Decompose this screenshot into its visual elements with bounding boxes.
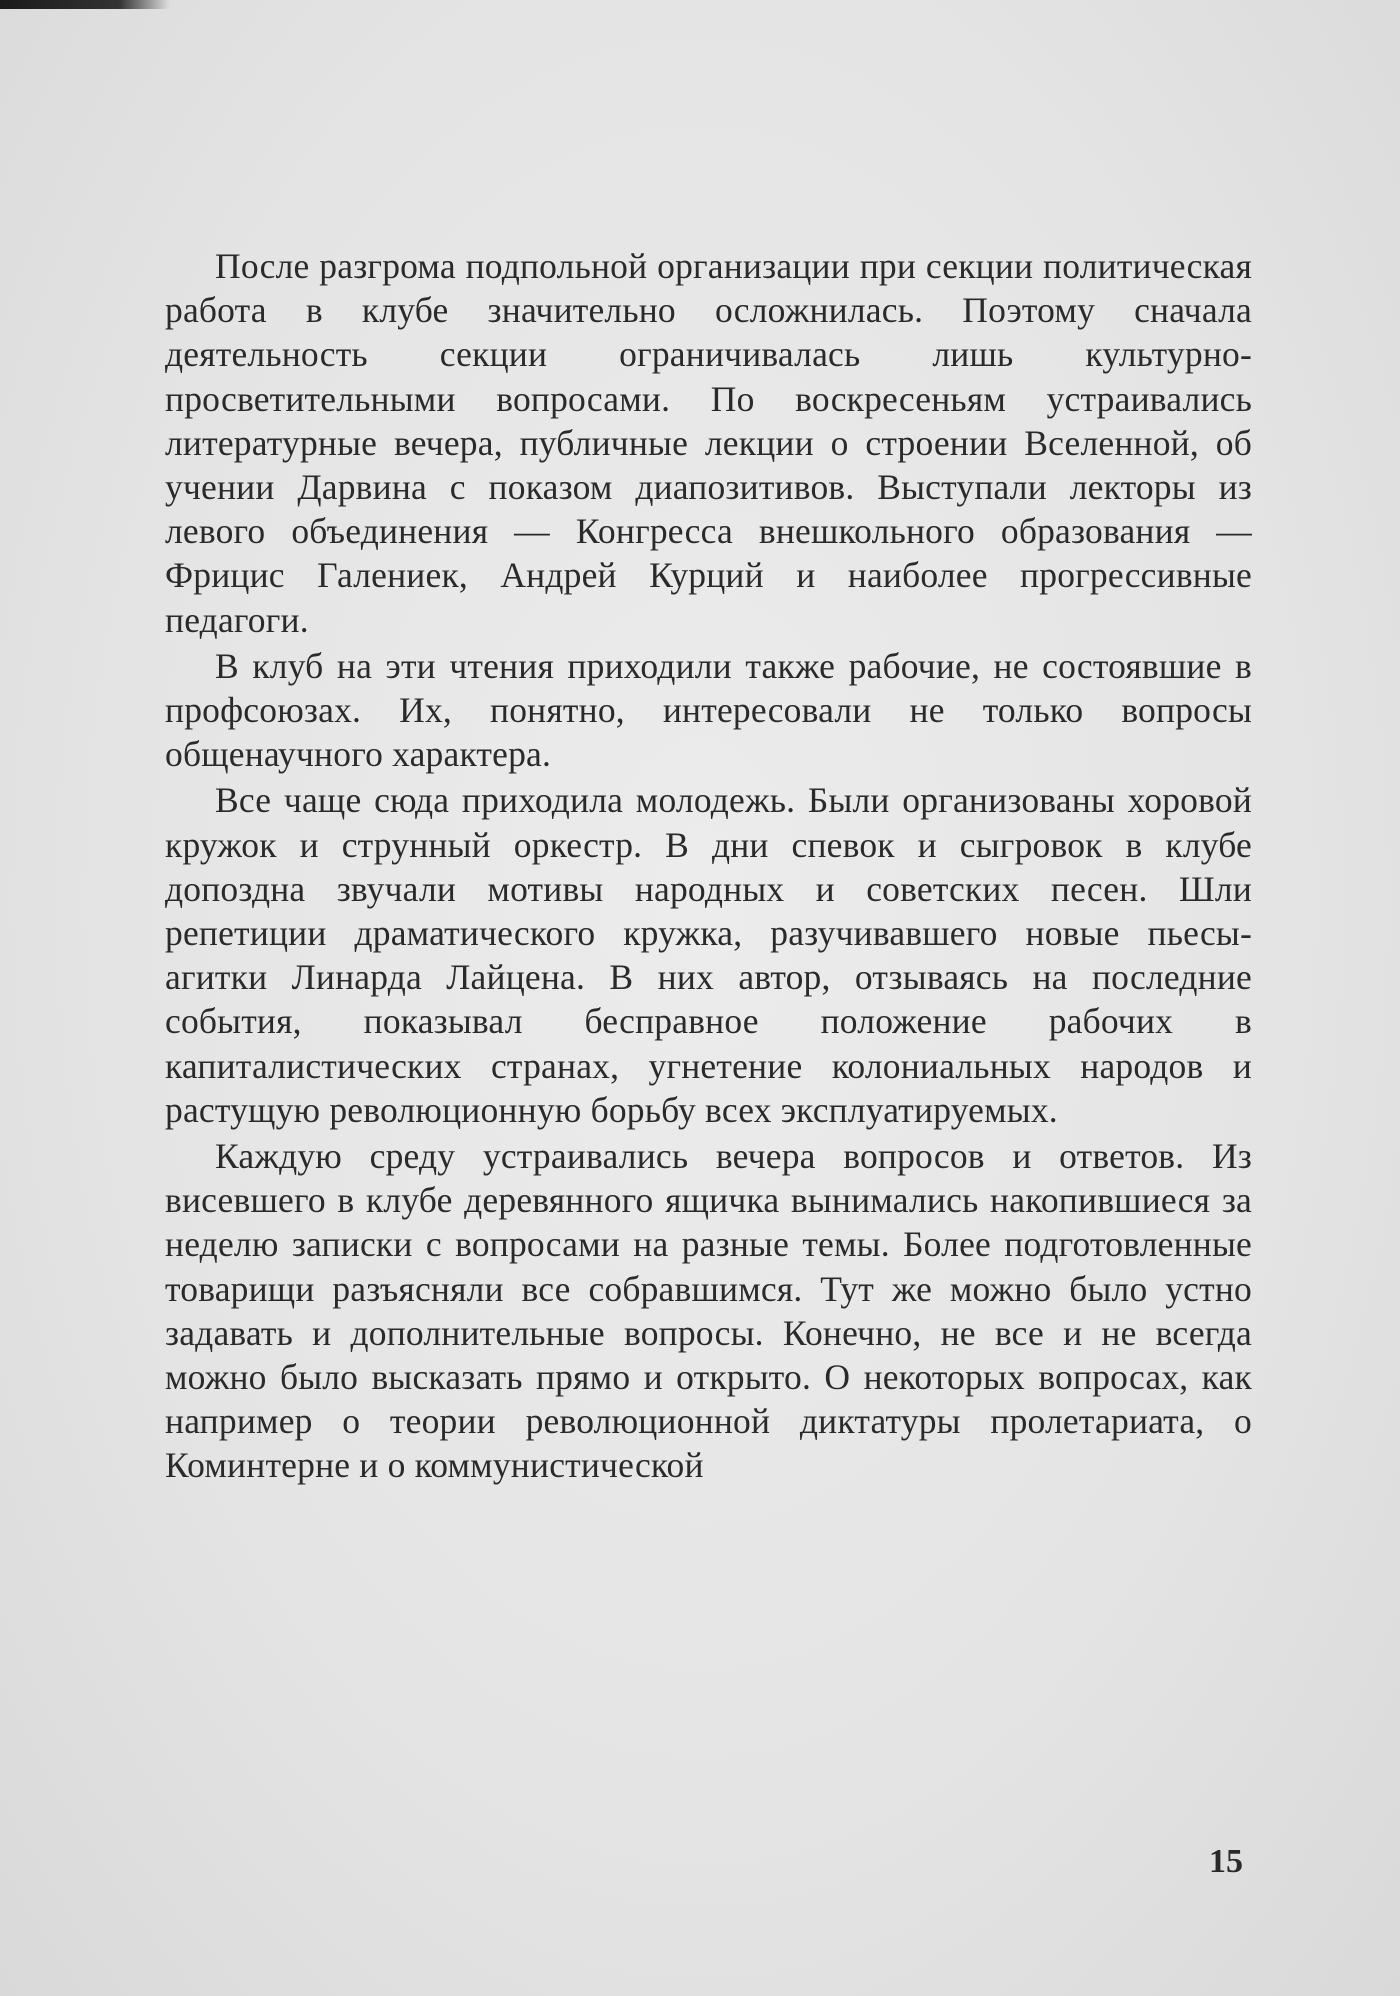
paragraph-3: Все чаще сюда приходила молодежь. Были организованы хоровой кружок и струнный оркестр. В дни спевок и сыгровок в клубе допоздна звучали мотивы народных и советских песен. Шли репетиции драматического кружка, разучивавшего новые пьесы-агитки Линарда Лайцена. В них автор, отзываясь на последние события, показывал бесправное положение рабочих в капиталистических странах, угнетение колониальных народов и растущую революционную борьбу всех эксплуатируемых. (165, 780, 1252, 1130)
body-text (165, 244, 1252, 1488)
paragraph-4: Каждую среду устраивались вечера вопросов и ответов. Из висевшего в клубе деревянного ящичка вынимались накопившиеся за неделю записки с вопросами на разные темы. Более подготовленные товарищи разъясняли все собравшимся. Тут же можно было устно задавать и дополнительные вопросы. Конечно, не все и не всегда можно было высказать прямо и открыто. О некоторых вопросах, как например о теории революционной диктатуры пролетариата, о Коминтерне и о коммунистической (165, 1136, 1252, 1486)
page-number: 15 (1209, 1843, 1243, 1880)
paragraph-1: После разгрома подпольной организации при секции политическая работа в клубе значительно осложнилась. Поэтому сначала деятельность секции ограничивалась лишь культурно-просветительными вопросами. По воскресеньям устраивались литературные вечера, публичные лекции о строении Вселенной, об учении Дарвина с показом диапозитивов. Выступали лекторы из левого объединения — Конгресса внешкольного образования — Фрицис Галениек, Андрей Курций и наиболее прогрессивные педагоги. (165, 246, 1252, 640)
paragraph-2: В клуб на эти чтения приходили также рабочие, не состоявшие в профсоюзах. Их, понятно, интересовали не только вопросы общенаучного характера. (165, 645, 1252, 775)
scan-edge-mark (0, 0, 170, 9)
